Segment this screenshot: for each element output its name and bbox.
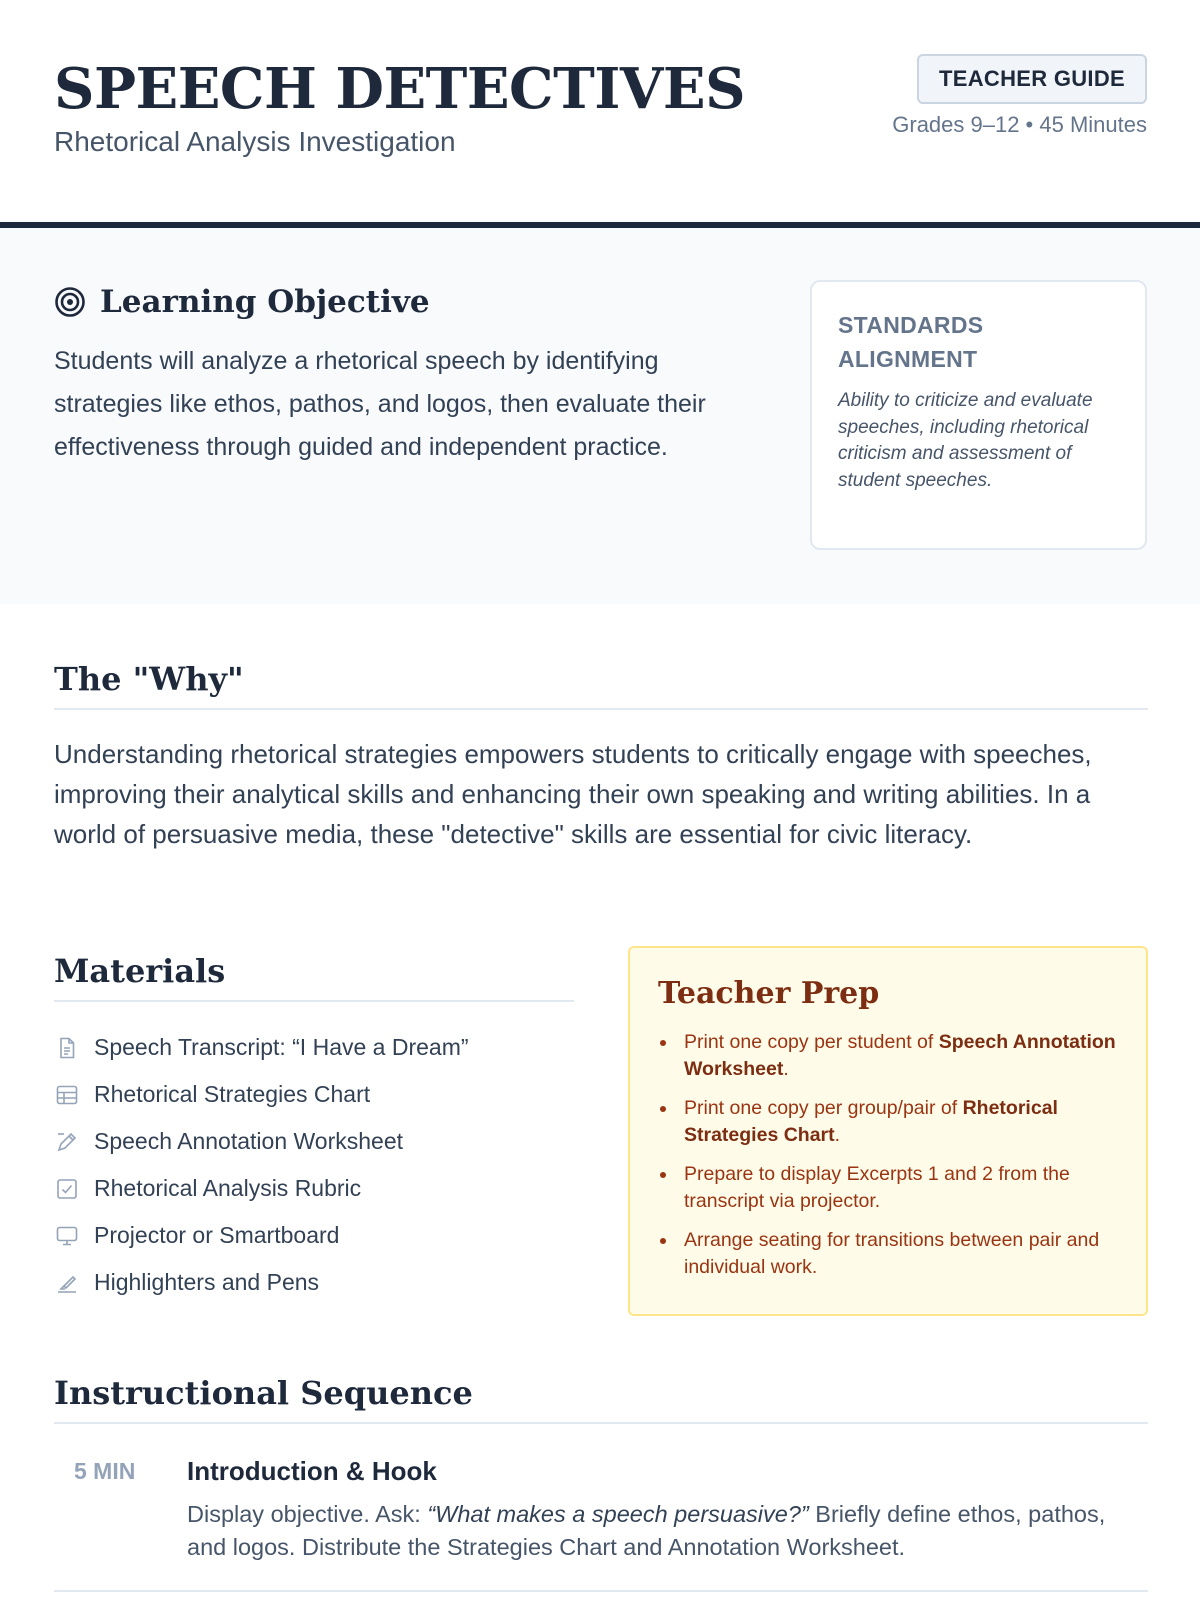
objective-heading-text: Learning Objective: [100, 284, 430, 320]
prep-text: Arrange seating for transitions between pair and individual work.: [684, 1229, 1100, 1278]
step-quote: “What makes a speech persuasive?”: [427, 1501, 809, 1527]
material-label: Rhetorical Analysis Rubric: [94, 1175, 362, 1201]
sequence-step: [54, 1452, 1148, 1592]
teacher-guide-badge: TEACHER GUIDE: [917, 54, 1147, 104]
standards-text: Ability to criticize and evaluate speeches, including rhetorical criticism and assessment of student speeches.: [838, 390, 1093, 491]
step-duration: 5 MIN: [74, 1458, 136, 1484]
prep-text: Prepare to display Excerpts 1 and 2 from the transcript via projector.: [684, 1163, 1070, 1212]
sequence-heading: Instructional Sequence: [54, 1374, 1148, 1424]
why-heading: The "Why": [54, 660, 1148, 710]
monitor-icon: [54, 1223, 80, 1249]
list-item: [54, 1165, 574, 1212]
why-text: Understanding rhetorical strategies empowers students to critically engage with speeches, improving their analytical skills and enhancing their own speaking and writing abilities. In a world of persuasive media, these "detective" skills are essential for civic literacy.: [54, 739, 1092, 849]
prep-text: Print one copy per group/pair of: [684, 1097, 963, 1119]
step-title: Introduction & Hook: [187, 1456, 437, 1486]
highlighter-icon: [54, 1270, 80, 1296]
step-text: Display objective. Ask:: [187, 1501, 428, 1527]
step-text: Briefly define ethos, pathos, and logos. Distribute the Strategies Chart and Annotation Worksheet.: [187, 1501, 1106, 1560]
table-icon: [54, 1082, 80, 1108]
grade-duration-meta: Grades 9–12 • 45 Minutes: [892, 112, 1147, 137]
teacher-prep-heading: Teacher Prep: [658, 976, 880, 1011]
list-item: [54, 1071, 574, 1118]
objective-section: [0, 228, 1200, 604]
checkbox-icon: [54, 1176, 80, 1202]
prep-text: .: [834, 1123, 841, 1146]
page-title: SPEECH DETECTIVES: [54, 56, 746, 122]
list-item: [54, 1212, 574, 1259]
document-icon: [54, 1035, 80, 1061]
standards-title: STANDARDS ALIGNMENT: [838, 312, 984, 372]
step-description: [187, 1498, 1107, 1564]
standards-card: [810, 280, 1147, 550]
page-subtitle: Rhetorical Analysis Investigation: [54, 126, 456, 157]
prep-text: Print one copy per student of: [684, 1031, 939, 1053]
prep-emphasis: Speech Annotation Worksheet: [684, 1031, 1116, 1080]
list-item: [658, 1095, 1118, 1148]
target-icon: [54, 286, 86, 318]
annotate-icon: [54, 1129, 80, 1155]
objective-heading: [54, 284, 430, 320]
material-label: Speech Transcript: “I Have a Dream”: [94, 1034, 469, 1060]
material-label: Rhetorical Strategies Chart: [94, 1081, 371, 1107]
objective-text: Students will analyze a rhetorical speech by identifying strategies like ethos, pathos, and logos, then evaluate their effectiveness through guided and independent practice.: [54, 347, 706, 461]
materials-heading: Materials: [54, 952, 574, 1002]
list-item: [54, 1118, 574, 1165]
materials-list: [54, 1024, 574, 1306]
page-header: [0, 0, 1200, 228]
teacher-prep-list: [658, 1029, 1118, 1280]
list-item: [54, 1259, 574, 1306]
prep-text: .: [783, 1057, 789, 1080]
material-label: Projector or Smartboard: [94, 1222, 340, 1248]
material-label: Speech Annotation Worksheet: [94, 1128, 404, 1154]
list-item: [658, 1227, 1118, 1280]
material-label: Highlighters and Pens: [94, 1269, 320, 1295]
list-item: [658, 1029, 1118, 1082]
teacher-prep-card: [628, 946, 1148, 1316]
list-item: [658, 1161, 1118, 1214]
prep-emphasis: Rhetorical Strategies Chart: [684, 1097, 1058, 1146]
list-item: [54, 1024, 574, 1071]
